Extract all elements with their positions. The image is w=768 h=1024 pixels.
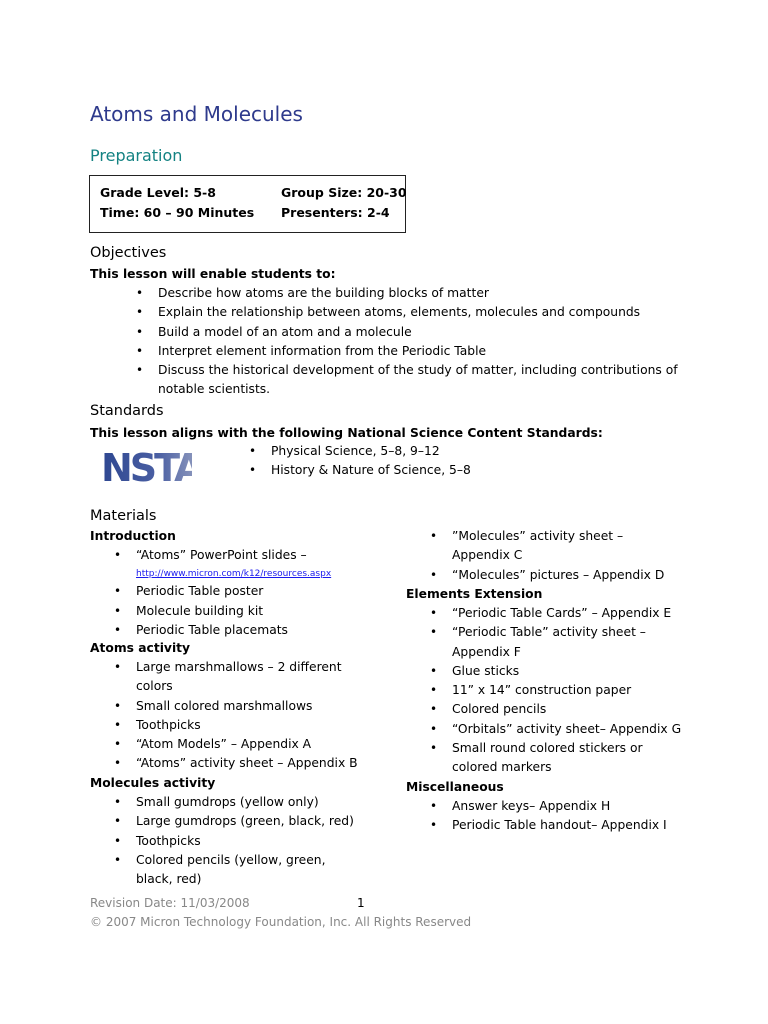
list-item: • Discuss the historical development of the study of matter, including contributions of [158, 361, 678, 380]
resources-link-item [136, 565, 331, 582]
molecules-sheets-list [452, 527, 664, 585]
presenters: Presenters: 2-4 [281, 205, 390, 220]
standards-list [271, 442, 471, 481]
list-item: • “Orbitals” activity sheet– Appendix G [452, 720, 681, 739]
list-item: • “Molecules” pictures – Appendix D [452, 566, 664, 585]
list-item: • 11” x 14” construction paper [452, 681, 681, 700]
list-item: • Toothpicks [136, 716, 358, 735]
elements-extension-list [452, 604, 681, 778]
group-size: Group Size: 20-30 [281, 185, 407, 200]
list-item: • Periodic Table poster [136, 582, 331, 601]
list-item: • “Atoms” activity sheet – Appendix B [136, 754, 358, 773]
list-item: • Colored pencils [452, 700, 681, 719]
revision-date: Revision Date: 11/03/2008 [90, 896, 250, 910]
list-item: • Glue sticks [452, 662, 681, 681]
miscellaneous-heading: Miscellaneous [406, 780, 504, 794]
list-item: • Small gumdrops (yellow only) [136, 793, 354, 812]
objectives-intro: This lesson will enable students to: [90, 267, 336, 281]
list-item-continuation: colored markers [452, 760, 552, 775]
list-item: • History & Nature of Science, 5–8 [271, 461, 471, 480]
copyright: © 2007 Micron Technology Foundation, Inc. All Rights Reserved [90, 915, 472, 929]
introduction-list [136, 546, 331, 640]
list-item: • Large gumdrops (green, black, red) [136, 812, 354, 831]
list-item: • “Atom Models” – Appendix A [136, 735, 358, 754]
standards-intro: This lesson aligns with the following National Science Content Standards: [90, 426, 603, 440]
list-item: • Build a model of an atom and a molecule [158, 323, 678, 342]
list-item-continuation: Appendix C [452, 548, 523, 563]
list-item: • Periodic Table placemats [136, 621, 331, 640]
list-item-continuation: black, red) [136, 872, 202, 887]
grade-level: Grade Level: 5-8 [100, 185, 216, 200]
time: Time: 60 – 90 Minutes [100, 205, 255, 220]
list-item: • Small round colored stickers or [452, 739, 681, 758]
objectives-list [158, 284, 678, 400]
list-item-continuation: Appendix F [452, 644, 521, 659]
list-item: • Physical Science, 5–8, 9–12 [271, 442, 471, 461]
list-item: • Answer keys– Appendix H [452, 797, 667, 816]
atoms-activity-list [136, 658, 358, 774]
list-item-continuation: notable scientists. [158, 382, 271, 397]
standards-heading: Standards [90, 403, 164, 419]
list-item: • “Periodic Table Cards” – Appendix E [452, 604, 681, 623]
nsta-logo-text: NSTA [101, 446, 192, 486]
list-item: • Colored pencils (yellow, green, [136, 851, 354, 870]
resources-link[interactable]: http://www.micron.com/k12/resources.aspx [136, 569, 332, 580]
list-item: • Explain the relationship between atoms, elements, molecules and compounds [158, 303, 678, 322]
preparation-box [89, 175, 406, 233]
list-item: • Periodic Table handout– Appendix I [452, 816, 667, 835]
list-item: • Molecule building kit [136, 602, 331, 621]
list-item: • Toothpicks [136, 832, 354, 851]
list-item: • “Atoms” PowerPoint slides – [136, 546, 331, 565]
miscellaneous-list [452, 797, 667, 836]
molecules-activity-heading: Molecules activity [90, 776, 216, 790]
nsta-logo [100, 446, 192, 486]
introduction-heading: Introduction [90, 529, 176, 543]
list-item: • “Periodic Table” activity sheet – [452, 623, 681, 642]
objectives-heading: Objectives [90, 245, 167, 261]
page-number: 1 [357, 896, 365, 910]
list-item: • Small colored marshmallows [136, 697, 358, 716]
list-item: • Interpret element information from the Periodic Table [158, 342, 678, 361]
list-item: • Describe how atoms are the building blocks of matter [158, 284, 678, 303]
elements-extension-heading: Elements Extension [406, 587, 543, 601]
list-item-continuation: colors [136, 679, 173, 694]
preparation-heading: Preparation [90, 146, 183, 165]
nsta-logo-graphic [100, 446, 192, 486]
molecules-activity-list [136, 793, 354, 889]
atoms-activity-heading: Atoms activity [90, 641, 191, 655]
list-item: • Large marshmallows – 2 different [136, 658, 358, 677]
materials-heading: Materials [90, 508, 157, 524]
page-title: Atoms and Molecules [90, 102, 303, 126]
list-item: • ”Molecules” activity sheet – [452, 527, 664, 546]
